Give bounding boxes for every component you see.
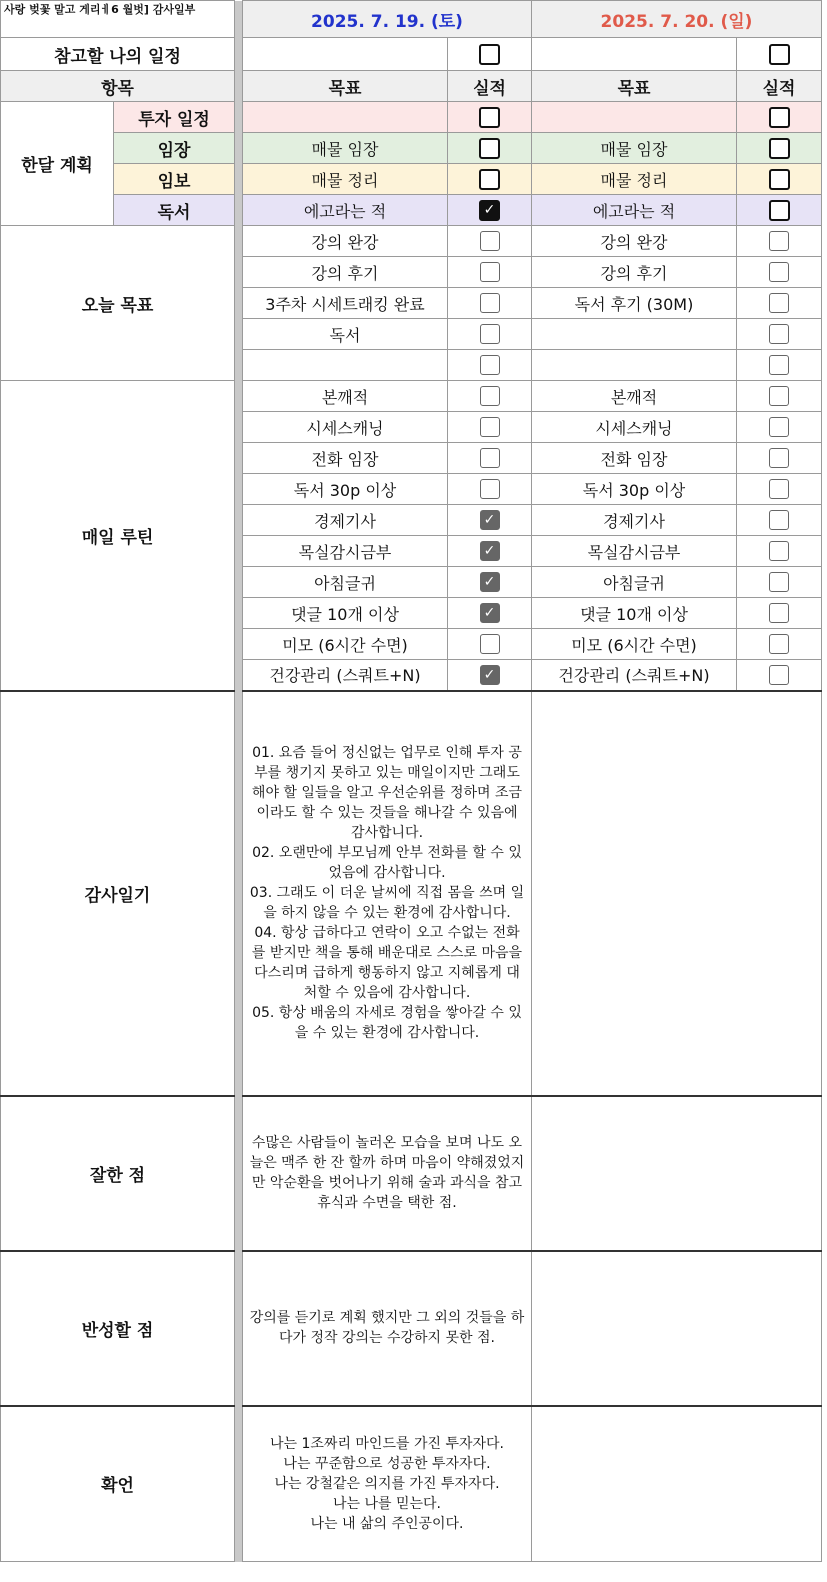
- gratitude-sat[interactable]: 01. 요즘 들어 정신없는 업무로 인해 투자 공부를 챙기지 못하고 있는 매일이지만 그래도 해야 할 일들을 알고 우선순위를 정하며 조금이라도 할 수 있는 것들을 해나갈 수 있음에 감사합니다. 02. 오랜만에 부모님께 안부 전화를 할 수 있었음에 감사합니다. 03. 그래도 이 더운 날씨에 직접 몸을 쓰며 일을 하지 않을 수 있는 환경에 감사합니다. 04. 항상 급하다고 연락이 오고 수없는 전화를 받지만 책을 통해 배운대로 스스로 마음을 다스리며 급하게 행동하지 않고 지혜롭게 대처할 수 있음에 감사합니다. 05. 항상 배움의 자세로 경험을 쌓아갈 수 있을 수 있는 환경에 감사합니다.: [243, 691, 532, 1096]
- section-today: 오늘 목표: [1, 226, 235, 381]
- routine-item-sat[interactable]: 건강관리 (스쿼트+N): [243, 660, 448, 691]
- section-monthly: 한달 계획: [1, 102, 114, 226]
- monthly-label: 독서: [114, 195, 235, 226]
- routine-item-sun[interactable]: 본깨적: [532, 381, 737, 412]
- today-check[interactable]: [769, 355, 789, 375]
- routine-check[interactable]: ✓: [480, 603, 500, 623]
- today-check[interactable]: [769, 293, 789, 313]
- today-goal-sat[interactable]: 독서: [243, 319, 448, 350]
- monthly-goal-sat[interactable]: 에고라는 적: [243, 195, 448, 226]
- today-check[interactable]: [480, 293, 500, 313]
- routine-check[interactable]: [769, 510, 789, 530]
- monthly-row: [1, 102, 822, 133]
- today-check[interactable]: [769, 231, 789, 251]
- today-goal-sun[interactable]: 독서 후기 (30M): [532, 288, 737, 319]
- goal-header-sun: 목표: [532, 71, 737, 102]
- routine-item-sat[interactable]: 시세스캐닝: [243, 412, 448, 443]
- routine-item-sun[interactable]: 전화 임장: [532, 443, 737, 474]
- routine-item-sun[interactable]: 미모 (6시간 수면): [532, 629, 737, 660]
- routine-check[interactable]: ✓: [480, 541, 500, 561]
- routine-item-sat[interactable]: 목실감시금부: [243, 536, 448, 567]
- gratitude-row: [1, 691, 822, 1096]
- today-goal-sun[interactable]: 강의 완강: [532, 226, 737, 257]
- column-gap: [235, 1, 243, 38]
- monthly-check[interactable]: [479, 138, 500, 159]
- routine-check[interactable]: [480, 448, 500, 468]
- today-row: [1, 226, 822, 257]
- monthly-row: [1, 133, 822, 164]
- date-saturday[interactable]: 2025. 7. 19. (토): [243, 1, 532, 38]
- monthly-check[interactable]: [769, 200, 790, 221]
- monthly-check[interactable]: [769, 107, 790, 128]
- routine-check[interactable]: [480, 634, 500, 654]
- gratitude-sun[interactable]: [532, 691, 822, 1096]
- routine-item-sun[interactable]: 아침글귀: [532, 567, 737, 598]
- monthly-check[interactable]: [769, 138, 790, 159]
- today-check[interactable]: [480, 324, 500, 344]
- routine-check[interactable]: [769, 479, 789, 499]
- routine-check[interactable]: [769, 541, 789, 561]
- monthly-label: 투자 일정: [114, 102, 235, 133]
- section-routine: 매일 루틴: [1, 381, 235, 691]
- header-row: [1, 71, 822, 102]
- today-goal-sat[interactable]: 강의 후기: [243, 257, 448, 288]
- monthly-goal-sun[interactable]: [532, 102, 737, 133]
- good-sat[interactable]: 수많은 사람들이 놀러온 모습을 보며 나도 오늘은 맥주 한 잔 할까 하며 마음이 약해졌었지만 악순환을 벗어나기 위해 술과 과식을 참고 휴식과 수면을 택한 점.: [243, 1096, 532, 1251]
- monthly-goal-sat[interactable]: 매물 임장: [243, 133, 448, 164]
- ref-check-sun[interactable]: [769, 44, 790, 65]
- today-check[interactable]: [769, 324, 789, 344]
- good-sun[interactable]: [532, 1096, 822, 1251]
- today-goal-sun[interactable]: [532, 319, 737, 350]
- reflect-sat[interactable]: 강의를 듣기로 계획 했지만 그 외의 것들을 하다가 정작 강의는 수강하지 못한 점.: [243, 1251, 532, 1406]
- routine-item-sat[interactable]: 독서 30p 이상: [243, 474, 448, 505]
- routine-check[interactable]: ✓: [480, 572, 500, 592]
- routine-item-sun[interactable]: 경제기사: [532, 505, 737, 536]
- routine-item-sun[interactable]: 댓글 10개 이상: [532, 598, 737, 629]
- date-sunday[interactable]: 2025. 7. 20. (일): [532, 1, 822, 38]
- ref-schedule-sun[interactable]: [532, 38, 737, 71]
- today-check[interactable]: [480, 231, 500, 251]
- today-check[interactable]: [480, 355, 500, 375]
- routine-item-sun[interactable]: 건강관리 (스쿼트+N): [532, 660, 737, 691]
- monthly-check[interactable]: [479, 169, 500, 190]
- reflect-sun[interactable]: [532, 1251, 822, 1406]
- routine-item-sun[interactable]: 목실감시금부: [532, 536, 737, 567]
- reflect-row: [1, 1251, 822, 1406]
- goal-header-sat: 목표: [243, 71, 448, 102]
- monthly-row: [1, 164, 822, 195]
- today-check[interactable]: [769, 262, 789, 282]
- section-affirm: 확언: [1, 1406, 235, 1562]
- routine-item-sat[interactable]: 경제기사: [243, 505, 448, 536]
- ref-schedule-row: [1, 38, 822, 71]
- routine-check[interactable]: [769, 634, 789, 654]
- routine-check[interactable]: ✓: [480, 665, 500, 685]
- section-gratitude: 감사일기: [1, 691, 235, 1096]
- today-goal-sat[interactable]: 강의 완강: [243, 226, 448, 257]
- today-check[interactable]: [480, 262, 500, 282]
- monthly-goal-sun[interactable]: 에고라는 적: [532, 195, 737, 226]
- routine-item-sun[interactable]: 시세스캐닝: [532, 412, 737, 443]
- routine-check[interactable]: [769, 665, 789, 685]
- monthly-goal-sat[interactable]: [243, 102, 448, 133]
- monthly-check[interactable]: [479, 107, 500, 128]
- monthly-row: [1, 195, 822, 226]
- today-goal-sat[interactable]: 3주차 시세트래킹 완료: [243, 288, 448, 319]
- routine-check[interactable]: [480, 479, 500, 499]
- routine-check[interactable]: [769, 417, 789, 437]
- routine-item-sun[interactable]: 독서 30p 이상: [532, 474, 737, 505]
- affirm-row: [1, 1406, 822, 1562]
- monthly-goal-sat[interactable]: 매물 정리: [243, 164, 448, 195]
- monthly-check[interactable]: ✓: [479, 200, 500, 221]
- monthly-goal-sun[interactable]: 매물 임장: [532, 133, 737, 164]
- item-header: 항목: [1, 71, 235, 102]
- routine-check[interactable]: [480, 386, 500, 406]
- today-goal-sun[interactable]: 강의 후기: [532, 257, 737, 288]
- date-row: [1, 1, 822, 38]
- actual-header-sat: 실적: [448, 71, 532, 102]
- actual-header-sun: 실적: [737, 71, 822, 102]
- routine-row: [1, 381, 822, 412]
- today-goal-sat[interactable]: [243, 350, 448, 381]
- monthly-check[interactable]: [769, 169, 790, 190]
- sheet-title: 사랑 벚꽃 말고 게리ㅔ6 월벗] 감사일부: [1, 1, 235, 38]
- routine-check[interactable]: [769, 448, 789, 468]
- routine-item-sat[interactable]: 댓글 10개 이상: [243, 598, 448, 629]
- section-reflect: 반성할 점: [1, 1251, 235, 1406]
- routine-item-sat[interactable]: 아침글귀: [243, 567, 448, 598]
- routine-check[interactable]: [769, 386, 789, 406]
- ref-schedule-sat[interactable]: [243, 38, 448, 71]
- ref-check-sat[interactable]: [479, 44, 500, 65]
- monthly-label: 임장: [114, 133, 235, 164]
- section-good: 잘한 점: [1, 1096, 235, 1251]
- routine-check[interactable]: [480, 417, 500, 437]
- affirm-sat[interactable]: 나는 1조짜리 마인드를 가진 투자자다. 나는 꾸준함으로 성공한 투자자다. 나는 강철같은 의지를 가진 투자자다. 나는 나를 믿는다. 나는 내 삶의 주인공이다.: [243, 1406, 532, 1562]
- good-row: [1, 1096, 822, 1251]
- affirm-sun[interactable]: [532, 1406, 822, 1562]
- routine-check[interactable]: [769, 603, 789, 623]
- routine-item-sat[interactable]: 미모 (6시간 수면): [243, 629, 448, 660]
- routine-item-sat[interactable]: 전화 임장: [243, 443, 448, 474]
- today-goal-sun[interactable]: [532, 350, 737, 381]
- monthly-label: 임보: [114, 164, 235, 195]
- routine-item-sat[interactable]: 본깨적: [243, 381, 448, 412]
- ref-schedule-label: 참고할 나의 일정: [1, 38, 235, 71]
- routine-check[interactable]: ✓: [480, 510, 500, 530]
- monthly-goal-sun[interactable]: 매물 정리: [532, 164, 737, 195]
- routine-check[interactable]: [769, 572, 789, 592]
